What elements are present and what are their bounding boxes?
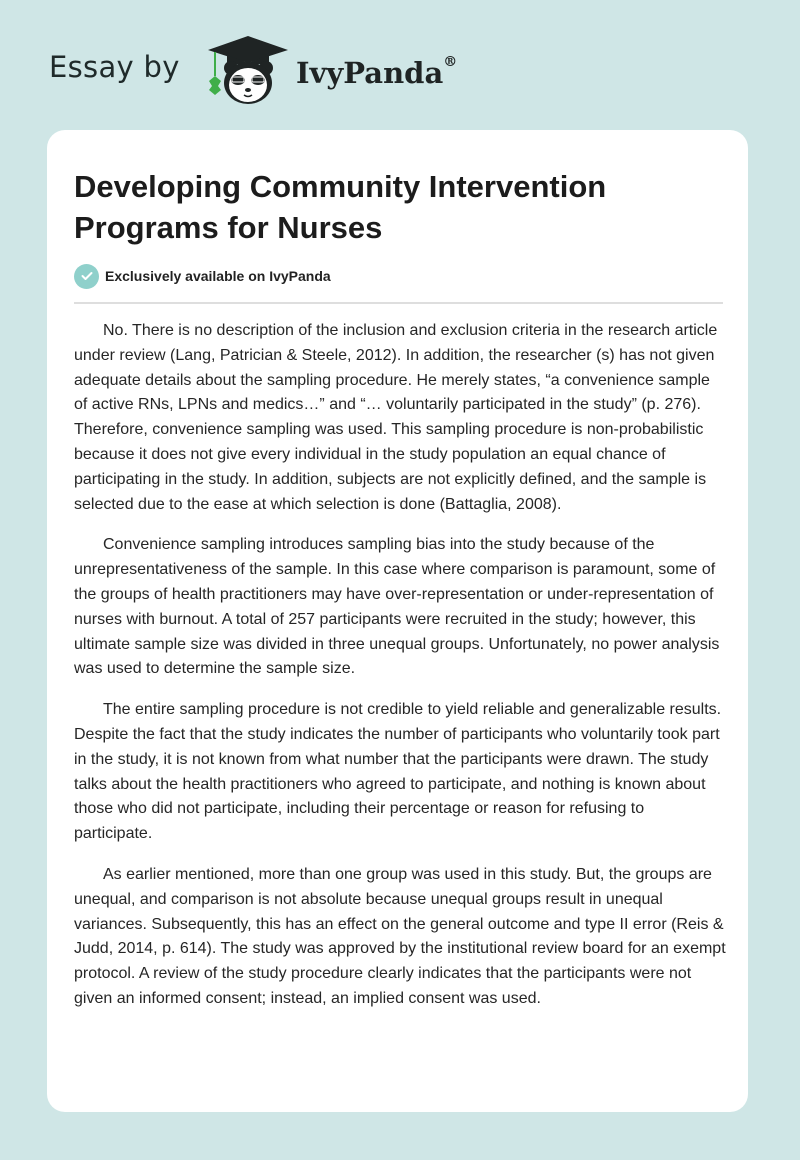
badge-text: Exclusively available on IvyPanda	[105, 268, 331, 284]
page-title: Developing Community Intervention Programs for Nurses	[74, 169, 607, 245]
paragraph: The entire sampling procedure is not credible to yield reliable and generalizable results. Despite the fact that the study indicates the number of participants who voluntarily took part in the study, it is not known from what number that the participants were drawn. The study talks about the health practitioners who agreed to participate, and nothing is known about those who did not participate, including their percentage or reason for refusing to participate.	[74, 701, 722, 843]
registered-mark: ®	[443, 54, 458, 70]
essay-card	[47, 130, 748, 1112]
brand-name[interactable]	[296, 56, 457, 90]
panda-graduate-logo-icon[interactable]	[203, 36, 293, 108]
site-header	[0, 0, 800, 130]
exclusive-badge	[74, 263, 331, 289]
essay-body	[74, 319, 726, 1028]
paragraph: Convenience sampling introduces sampling bias into the study because of the unrepresentativeness of the sample. In this case where comparison is paramount, some of the groups of health practitioners may have over-representation or under-representation of nurses with burnout. A total of 257 participants were recruited in the study; however, this ultimate sample size was divided in three unequal groups. Unfortunately, no power analysis was used to determine the sample size.	[74, 536, 720, 678]
paragraph: As earlier mentioned, more than one group was used in this study. But, the groups are unequal, and comparison is not absolute because unequal groups result in unequal variances. Subsequently, this has an effect on the general outcome and type II error (Reis & Judd, 2014, p. 614). The study was approved by the institutional review board for an exempt protocol. A review of the study procedure clearly indicates that the participants were not given an informed consent; instead, an implied consent was used.	[74, 865, 726, 1007]
paragraph: No. There is no description of the inclusion and exclusion criteria in the research article under review (Lang, Patrician & Steele, 2012). In addition, the researcher (s) has not given adequate details about the sampling procedure. He merely states, “a convenience sample of active RNs, LPNs and medics…” and “… voluntarily participated in the study” (p. 276). Therefore, convenience sampling was used. This sampling procedure is non-probabilistic because it does not give every individual in the study population an equal chance of participating in the study. In addition, subjects are not explicitly defined, and the sample is selected due to the ease at which selection is done (Battaglia, 2008).	[74, 322, 718, 513]
essay-by-label: Essay by	[49, 50, 180, 84]
check-circle-icon	[74, 264, 99, 289]
divider	[74, 302, 723, 304]
brand-text: IvyPanda	[296, 56, 444, 90]
